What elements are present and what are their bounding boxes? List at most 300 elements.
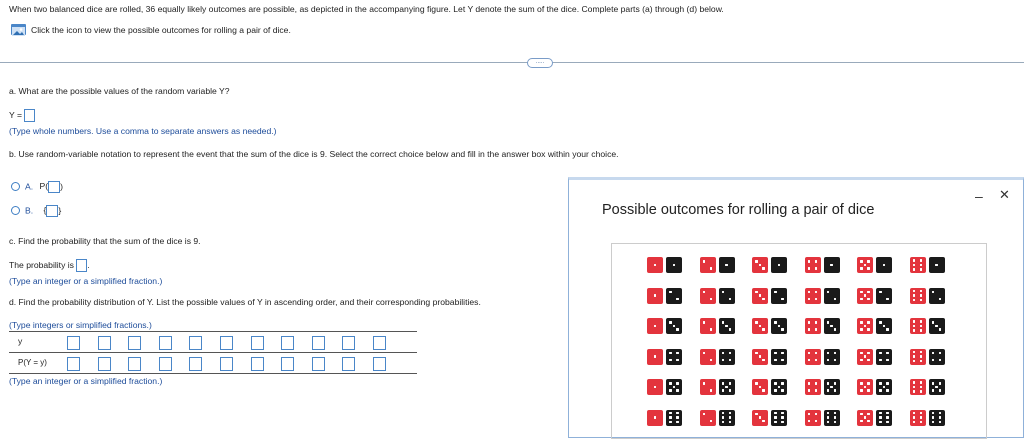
pip (913, 299, 916, 302)
pip (920, 299, 923, 302)
pip (729, 412, 732, 415)
y-value-input[interactable] (342, 336, 355, 350)
pip (703, 352, 706, 355)
pip (710, 420, 713, 423)
pip (774, 416, 777, 419)
pip (815, 413, 818, 416)
pip (815, 328, 818, 331)
pip (815, 298, 818, 301)
pip (913, 264, 916, 267)
pip (827, 321, 830, 324)
pip (939, 352, 942, 355)
black-die (771, 257, 787, 273)
part-a-hint: (Type whole numbers. Use a comma to separate answers as needed.) (9, 126, 277, 136)
pip (669, 352, 672, 355)
pip (920, 412, 923, 415)
pip (860, 389, 863, 392)
red-die (752, 379, 768, 395)
pip (879, 359, 882, 362)
pip (815, 389, 818, 392)
red-die (805, 257, 821, 273)
pip (834, 298, 837, 301)
black-die (666, 318, 682, 334)
image-icon[interactable] (11, 24, 26, 35)
probability-cell-input[interactable] (281, 357, 294, 371)
pip (774, 291, 777, 294)
pip (834, 389, 837, 392)
pip (913, 320, 916, 323)
pip (830, 386, 833, 389)
pip (654, 264, 657, 267)
pip (722, 359, 725, 362)
black-die (719, 318, 735, 334)
black-die (929, 257, 945, 273)
close-button[interactable]: ✕ (999, 187, 1010, 202)
pip (879, 382, 882, 385)
pip (920, 390, 923, 393)
pip (860, 359, 863, 362)
option-b-label: B. (25, 205, 34, 216)
pip (722, 421, 725, 424)
pip (886, 359, 889, 362)
probability-cell-input[interactable] (373, 357, 386, 371)
pip (920, 329, 923, 332)
pip (774, 352, 777, 355)
pip (774, 421, 777, 424)
pip (759, 416, 762, 419)
pip (710, 298, 713, 301)
pip (913, 329, 916, 332)
pip (913, 290, 916, 293)
probability-cell-input[interactable] (67, 357, 80, 371)
pip (827, 421, 830, 424)
intro-text: When two balanced dice are rolled, 36 equally likely outcomes are possible, as depicted in the accompanying figure. Let Y denote the sum of the dice. Complete parts (a) through (d) below. (9, 4, 724, 14)
pip (883, 264, 886, 267)
y-value-input[interactable] (373, 336, 386, 350)
pip (920, 416, 923, 419)
pip (867, 389, 870, 392)
pip (815, 359, 818, 362)
red-die (857, 379, 873, 395)
part-b-question: b. Use random-variable notation to represent the event that the sum of the dice is 9. Select the correct choice below and fill in the answer box within your choice. (9, 149, 619, 159)
part-c-question: c. Find the probability that the sum of the dice is 9. (9, 236, 201, 246)
pip (867, 352, 870, 355)
pip (920, 320, 923, 323)
pip (913, 390, 916, 393)
pip (860, 420, 863, 423)
black-die (666, 288, 682, 304)
red-die (700, 349, 716, 365)
pip (676, 416, 679, 419)
red-die (857, 257, 873, 273)
pip (867, 420, 870, 423)
pip (827, 416, 830, 419)
pip (932, 412, 935, 415)
pip (676, 421, 679, 424)
y-value-input[interactable] (159, 336, 172, 350)
red-die (857, 318, 873, 334)
red-die (910, 318, 926, 334)
pip (781, 298, 784, 301)
pip (654, 386, 657, 389)
pip (676, 382, 679, 385)
pip (808, 413, 811, 416)
pip (860, 267, 863, 270)
pip (808, 359, 811, 362)
pip (722, 412, 725, 415)
pip (864, 294, 867, 297)
pip (781, 352, 784, 355)
pip (920, 360, 923, 363)
pip (913, 294, 916, 297)
y-equals-label: Y = (9, 109, 22, 120)
option-a-radio[interactable] (11, 182, 20, 191)
pip (864, 264, 867, 267)
pip (808, 382, 811, 385)
black-die (824, 288, 840, 304)
pip (864, 355, 867, 358)
pip (939, 421, 942, 424)
black-die (929, 410, 945, 426)
table-mid-line (9, 352, 417, 353)
pip (774, 389, 777, 392)
pip (827, 389, 830, 392)
figure-popup (568, 177, 1024, 438)
pip (920, 386, 923, 389)
pip (886, 298, 889, 301)
option-a-input[interactable] (48, 181, 60, 193)
red-die (752, 257, 768, 273)
pip (886, 328, 889, 331)
pip (867, 260, 870, 263)
black-die (719, 410, 735, 426)
option-b-input[interactable] (43, 205, 58, 217)
pip (710, 389, 713, 392)
pip (913, 351, 916, 354)
pip (669, 389, 672, 392)
pip (886, 416, 889, 419)
pip (725, 325, 728, 328)
black-die (876, 349, 892, 365)
y-value-input[interactable] (189, 336, 202, 350)
black-die (771, 349, 787, 365)
pip (729, 382, 732, 385)
pip (722, 416, 725, 419)
black-die (666, 349, 682, 365)
red-die (700, 318, 716, 334)
pip (725, 386, 728, 389)
pip (860, 352, 863, 355)
pip (920, 264, 923, 267)
pip (913, 355, 916, 358)
pip (755, 352, 758, 355)
y-value-input[interactable] (220, 336, 233, 350)
pip (920, 421, 923, 424)
option-a-prefix: P( (39, 181, 49, 192)
pip (913, 421, 916, 424)
pip (676, 412, 679, 415)
pip (676, 298, 679, 301)
pip (935, 264, 938, 267)
pip (781, 421, 784, 424)
pip (830, 325, 833, 328)
expand-button[interactable]: ..... (527, 58, 553, 68)
minimize-button[interactable]: – (975, 188, 983, 204)
pip (834, 352, 837, 355)
pip (920, 294, 923, 297)
pip (808, 420, 811, 423)
black-die (876, 257, 892, 273)
pip (883, 386, 886, 389)
pip (762, 420, 765, 423)
black-die (876, 288, 892, 304)
pip (762, 298, 765, 301)
table-row-label-y: y (18, 336, 23, 346)
probability-cell-input[interactable] (220, 357, 233, 371)
pip (939, 328, 942, 331)
red-die (647, 257, 663, 273)
figure-link[interactable]: Click the icon to view the possible outcomes for rolling a pair of dice. (31, 25, 291, 35)
pip (920, 351, 923, 354)
pip (759, 355, 762, 358)
pip (932, 382, 935, 385)
red-die (647, 410, 663, 426)
pip (864, 325, 867, 328)
pip (808, 291, 811, 294)
black-die (719, 379, 735, 395)
pip (759, 386, 762, 389)
pip (879, 291, 882, 294)
pip (722, 352, 725, 355)
pip (860, 291, 863, 294)
pip (759, 325, 762, 328)
pip (879, 321, 882, 324)
pip (808, 389, 811, 392)
pip (834, 421, 837, 424)
pip (729, 389, 732, 392)
red-die (857, 349, 873, 365)
pip (815, 260, 818, 263)
red-die (805, 410, 821, 426)
pip (939, 359, 942, 362)
pip (729, 421, 732, 424)
black-die (824, 318, 840, 334)
option-a-suffix: ) (60, 181, 63, 192)
pip (755, 260, 758, 263)
probability-cell-input[interactable] (312, 357, 325, 371)
pip (703, 321, 706, 324)
pip (867, 298, 870, 301)
pip (781, 412, 784, 415)
table-top-line (9, 331, 417, 332)
pip (654, 294, 657, 297)
part-d-hint-bottom: (Type an integer or a simplified fraction.) (9, 376, 163, 386)
red-die (700, 410, 716, 426)
pip (834, 328, 837, 331)
dice-grid (611, 243, 987, 439)
pip (778, 386, 781, 389)
pip (676, 389, 679, 392)
red-die (752, 288, 768, 304)
black-die (824, 410, 840, 426)
y-value-input[interactable] (128, 336, 141, 350)
pip (808, 267, 811, 270)
table-row-label-p: P(Y = y) (18, 358, 47, 367)
pip (778, 264, 781, 267)
pip (920, 259, 923, 262)
pip (834, 416, 837, 419)
pip (879, 416, 882, 419)
pip (654, 325, 657, 328)
pip (913, 268, 916, 271)
pip (673, 386, 676, 389)
pip (913, 416, 916, 419)
pip (913, 386, 916, 389)
pip (939, 389, 942, 392)
pip (703, 382, 706, 385)
pip (815, 291, 818, 294)
pip (781, 328, 784, 331)
pip (860, 260, 863, 263)
part-d-question: d. Find the probability distribution of Y. List the possible values of Y in ascending order, and their corresponding probabilities. (9, 297, 481, 307)
pip (725, 264, 728, 267)
pip (673, 325, 676, 328)
red-die (647, 349, 663, 365)
y-value-input[interactable] (281, 336, 294, 350)
part-a-question: a. What are the possible values of the random variable Y? (9, 86, 230, 96)
probability-cell-input[interactable] (342, 357, 355, 371)
y-value-input[interactable] (312, 336, 325, 350)
black-die (824, 349, 840, 365)
pip (755, 321, 758, 324)
black-die (876, 318, 892, 334)
pip (864, 416, 867, 419)
pip (774, 321, 777, 324)
y-value-input[interactable] (67, 336, 80, 350)
pip (669, 412, 672, 415)
pip (913, 381, 916, 384)
pip (778, 325, 781, 328)
pip (834, 412, 837, 415)
pip (669, 421, 672, 424)
pip (815, 382, 818, 385)
pip (913, 360, 916, 363)
pip (755, 382, 758, 385)
pip (939, 298, 942, 301)
pip (759, 294, 762, 297)
pip (762, 328, 765, 331)
pip (932, 291, 935, 294)
pip (669, 359, 672, 362)
pip (774, 412, 777, 415)
pip (755, 291, 758, 294)
pip (762, 267, 765, 270)
pip (867, 382, 870, 385)
pip (939, 416, 942, 419)
red-die (805, 318, 821, 334)
pip (762, 389, 765, 392)
pip (920, 325, 923, 328)
pip (932, 352, 935, 355)
pip (722, 321, 725, 324)
red-die (910, 379, 926, 395)
probability-input[interactable] (76, 259, 90, 272)
pip (932, 321, 935, 324)
probability-cell-input[interactable] (159, 357, 172, 371)
pip (669, 416, 672, 419)
pip (654, 416, 657, 419)
red-die (910, 288, 926, 304)
pip (808, 321, 811, 324)
pip (710, 328, 713, 331)
red-die (752, 410, 768, 426)
pip (860, 413, 863, 416)
red-die (857, 288, 873, 304)
red-die (805, 379, 821, 395)
pip (864, 386, 867, 389)
pip (932, 416, 935, 419)
pip (729, 328, 732, 331)
pip (729, 298, 732, 301)
black-die (719, 288, 735, 304)
pip (883, 325, 886, 328)
pip (867, 267, 870, 270)
y-value-input[interactable] (251, 336, 264, 350)
red-die (752, 349, 768, 365)
pip (913, 259, 916, 262)
black-die (824, 257, 840, 273)
pip (827, 382, 830, 385)
pip (860, 328, 863, 331)
pip (781, 382, 784, 385)
pip (830, 264, 833, 267)
red-die (857, 410, 873, 426)
pip (867, 291, 870, 294)
probability-cell-input[interactable] (189, 357, 202, 371)
pip (860, 321, 863, 324)
pip (879, 412, 882, 415)
pip (827, 352, 830, 355)
pip (867, 321, 870, 324)
pip (781, 389, 784, 392)
pip (913, 325, 916, 328)
pip (867, 359, 870, 362)
pip (808, 352, 811, 355)
red-die (700, 257, 716, 273)
pip (710, 359, 713, 362)
option-b-radio[interactable] (11, 206, 20, 215)
black-die (771, 410, 787, 426)
pip (654, 355, 657, 358)
pip (781, 359, 784, 362)
pip (935, 325, 938, 328)
probability-cell-input[interactable] (98, 357, 111, 371)
black-die (666, 410, 682, 426)
probability-cell-input[interactable] (128, 357, 141, 371)
y-value-input[interactable] (98, 336, 111, 350)
pip (935, 386, 938, 389)
black-die (666, 257, 682, 273)
pip (815, 267, 818, 270)
y-values-input[interactable] (24, 109, 35, 122)
pip (703, 260, 706, 263)
probability-suffix: . (87, 259, 90, 270)
probability-cell-input[interactable] (251, 357, 264, 371)
pip (722, 382, 725, 385)
pip (729, 416, 732, 419)
pip (834, 382, 837, 385)
pip (676, 359, 679, 362)
